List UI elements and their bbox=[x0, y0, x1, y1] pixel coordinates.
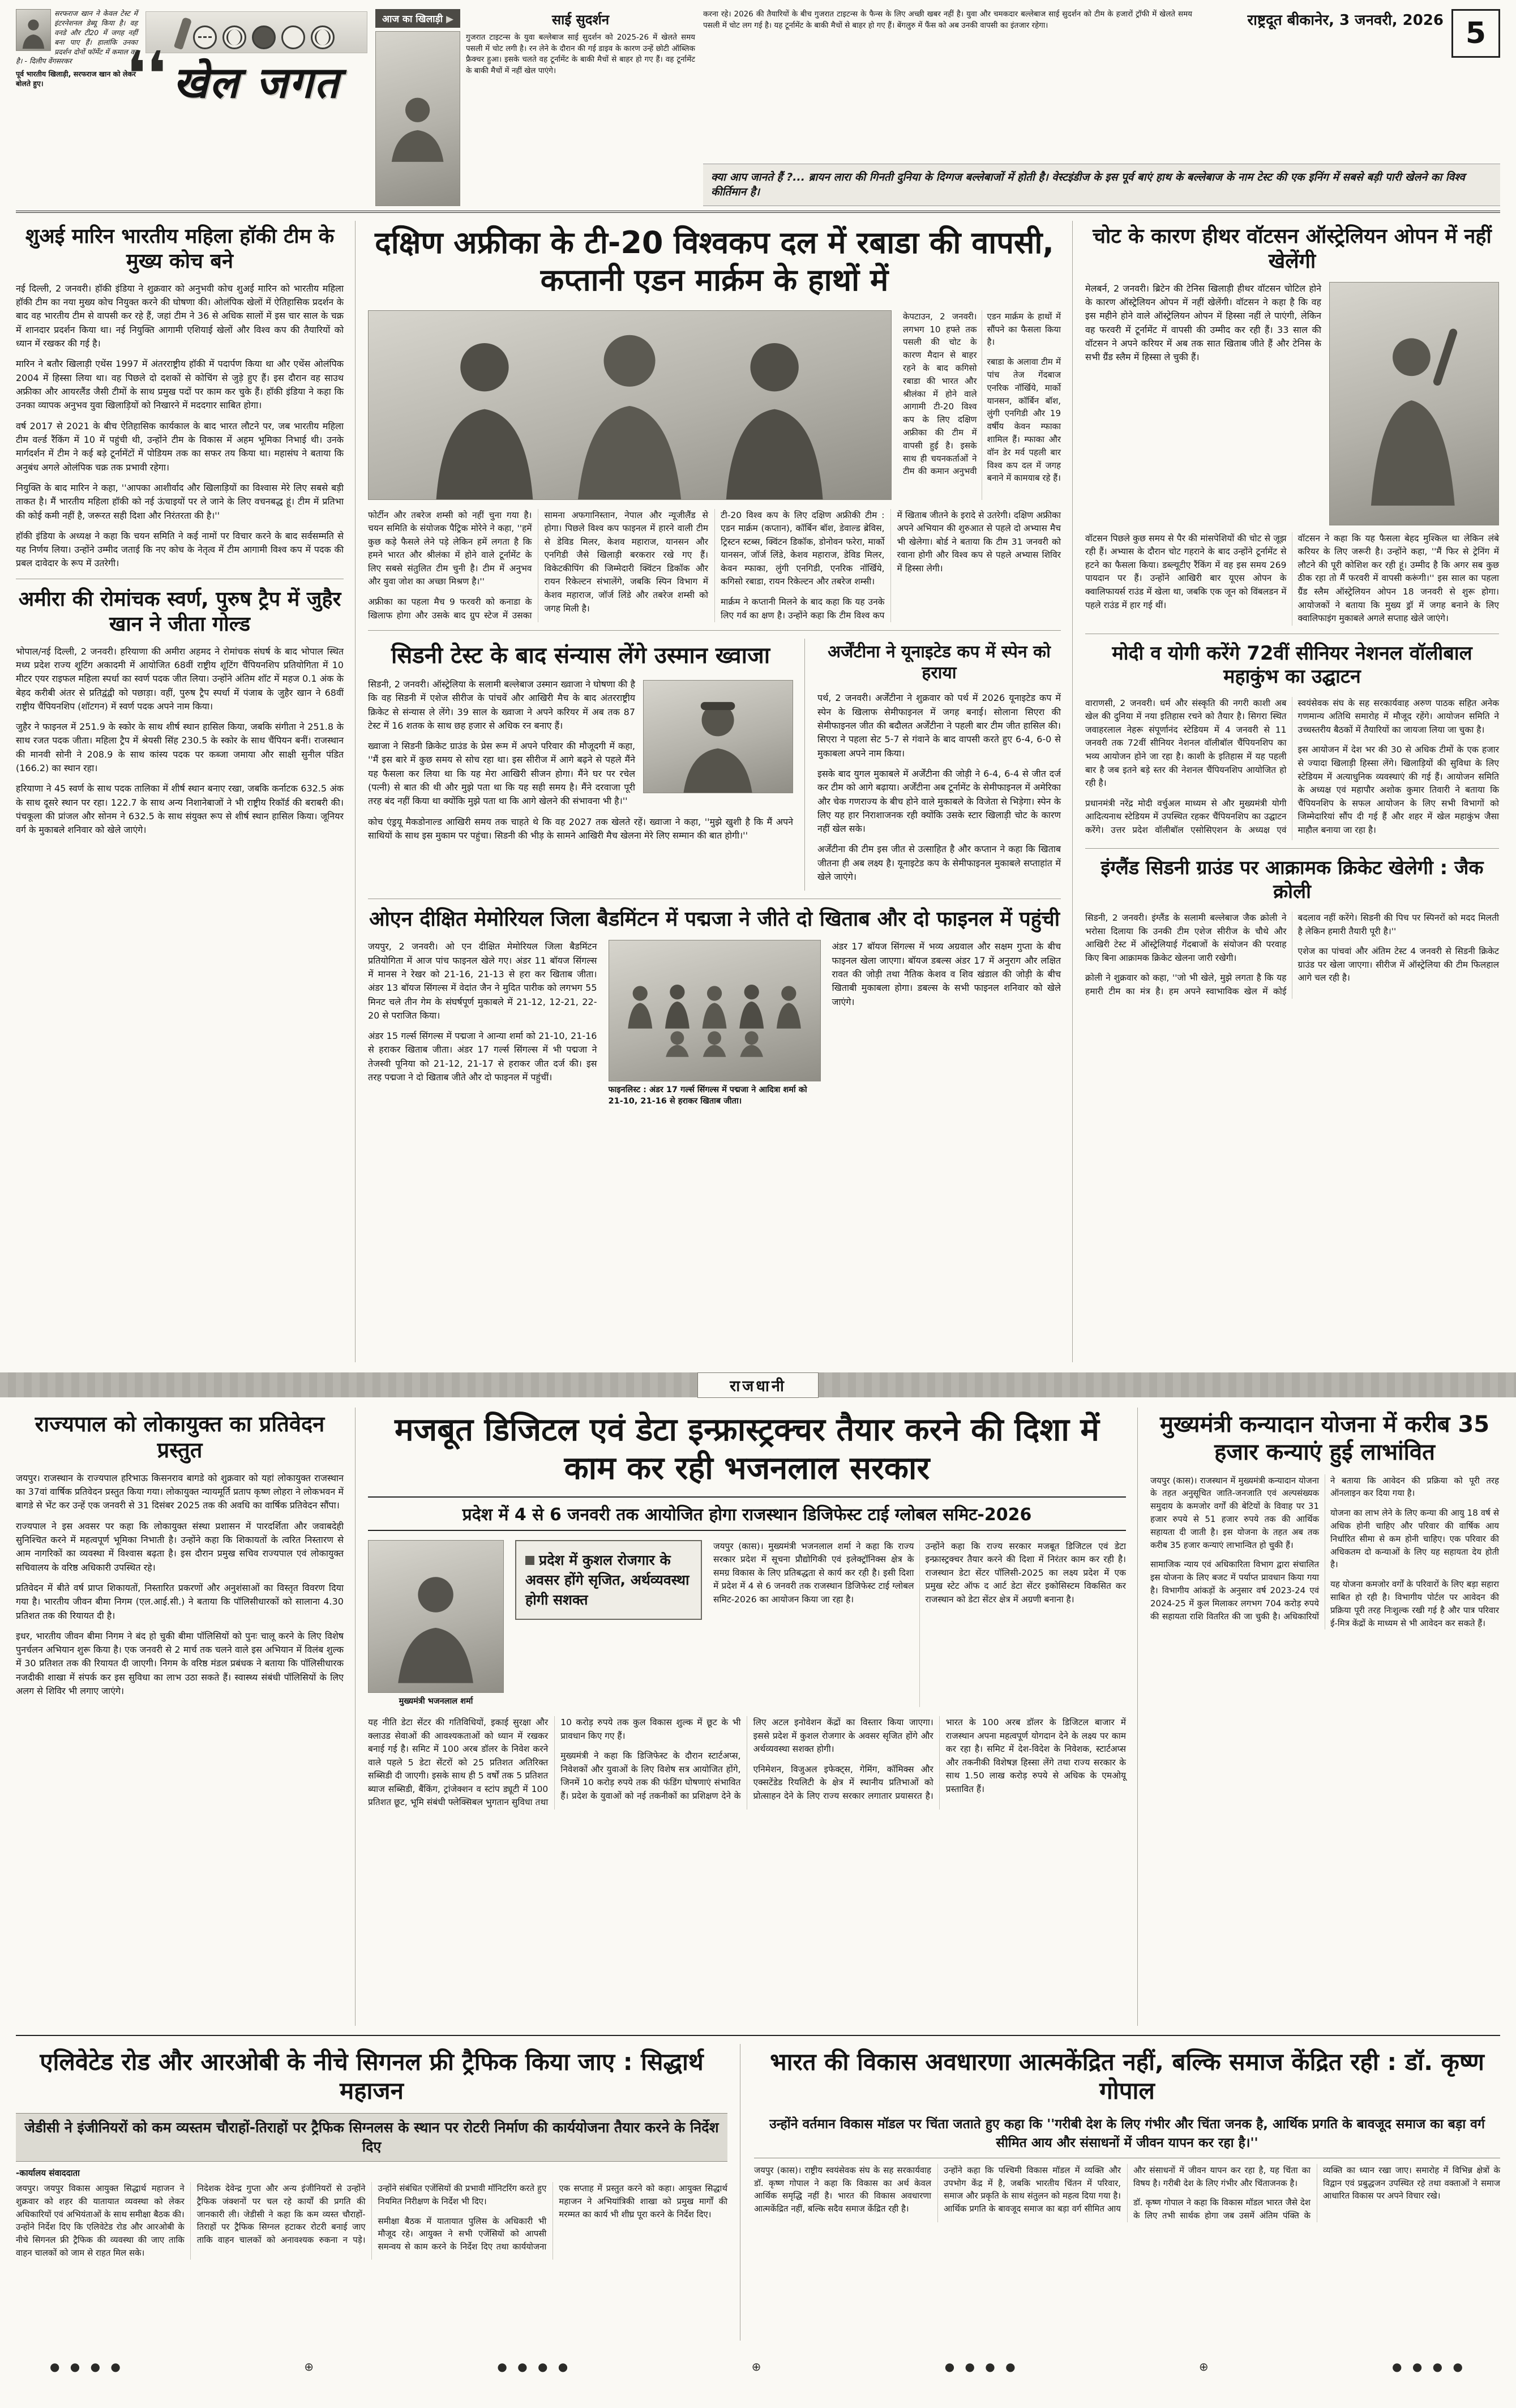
basketball-icon bbox=[222, 25, 246, 49]
paragraph: कोच एंड्रयू मैकडोनाल्ड आखिरी समय तक चाहते थे कि वह 2027 तक खेलते रहें। ख्वाजा ने कहा, ''मुझे खुशी है कि मैं अपने साथियों के साथ इस मुकाम पर पहुंचा। सिडनी की भीड़ के सामने आखिरी मैच खेलना मेरे लिए सम्मान की बात होगी।'' bbox=[368, 816, 793, 841]
paragraph: फोर्टीन और तबरेज शम्सी को नहीं चुना गया है। चयन समिति के संयोजक पैट्रिक मोरेने ने कहा, ''हमें कुछ कड़े फैसले लेने पड़े लेकिन हमें लगता है कि हमने भारत और श्रीलंका में होने वाले टूर्नामेंट के लिए सबसे संतुलित टीम चुनी है। टीम में अनुभव और युवा जोश का अच्छा मिश्रण है।'' bbox=[368, 510, 532, 587]
paragraph: भोपाल/नई दिल्ली, 2 जनवरी। हरियाणा की अमीरा अहमद ने रोमांचक संघर्ष के बाद भोपाल स्थित मध्य प्रदेश राज्य शूटिंग अकादमी में आयोजित 68वीं राष्ट्रीय शूटिंग चैंपियनशिप प्रतियोगिता में 10 मीटर एयर राइफल महिला स्पर्धा का स्वर्ण पदक जीत लिया। उन्होंने अंतिम शॉट में महज 0.1 अंक के बेहद करीबी अंतर से प्रतिद्वंद्वी को पछाड़ा। वहीं, पुरुष ट्रैप स्पर्धा में पंजाब के जुहैर खान ने 68वीं राष्ट्रीय चैंपियनशिप (शॉटगन) में स्वर्ण पदक अपने नाम किया। bbox=[16, 645, 344, 712]
rajdhani-left-column bbox=[16, 1408, 356, 2026]
volleyball-headline: मोदी व योगी करेंगे 72वीं सीनियर नेशनल वॉलीबाल महाकुंभ का उद्घाटन bbox=[1112, 641, 1472, 688]
rabada-team-photo bbox=[368, 310, 892, 500]
sports-icons bbox=[145, 11, 367, 53]
article-khawaja bbox=[368, 639, 805, 891]
article-crawley bbox=[1085, 857, 1499, 998]
header-right bbox=[703, 9, 1500, 206]
cricket-ball-icon bbox=[193, 25, 217, 49]
print-registration-marks bbox=[16, 2341, 1500, 2378]
vikas-subhead: उन्होंने वर्तमान विकास मॉडल पर चिंता जताते हुए कहा कि ''गरीबी देश के लिए गंभीर और चिंता जनक है, आर्थिक प्रगति के बावजूद समाज का बड़ा वर्ग सीमित आय और संसाधनों में जीवन यापन कर रहा है।'' bbox=[754, 2113, 1500, 2158]
shooting-headline: अमीरा की रोमांचक स्वर्ण, पुरुष ट्रैप में जुहैर खान ने जीता गोल्ड bbox=[18, 587, 341, 636]
paragraph: सिडनी, 2 जनवरी। इंग्लैंड के सलामी बल्लेबाज जैक क्रोली ने भरोसा दिलाया कि उनकी टीम एशेज सीरीज के चौथे और आखिरी टेस्ट में ऑस्ट्रेलियाई गेंदबाजों के संयोजन की परवाह किए बिना आक्रामक क्रिकेट खेलना जारी रखेगी। bbox=[1085, 913, 1287, 963]
vikas-headline: भारत की विकास अवधारणा आत्मकेंद्रित नहीं, बल्कि समाज केंद्रित रही : डॉ. कृष्ण गोपाल bbox=[770, 2048, 1484, 2105]
rajdhani-center-column bbox=[368, 1408, 1138, 2026]
lokayukt-headline: राज्यपाल को लोकायुक्त का प्रतिवेदन प्रस्तुत bbox=[35, 1412, 325, 1463]
edition-date: राष्ट्रदूत बीकानेर, 3 जनवरी, 2026 bbox=[1247, 12, 1444, 29]
paragraph: इधर, भारतीय जीवन बीमा निगम ने बंद हो चुकी बीमा पॉलिसियों को पुनः चालू करने के लिए विशेष पुनर्चलन अभियान शुरू किया है। एक जनवरी से 2 मार्च तक चलने वाले इस अभियान में विलंब शुल्क में 30 प्रतिशत तक की रियायत दी जाएगी। निगम के वरिष्ठ मंडल प्रबंधक ने बताया कि पॉलिसीधारक नजदीकी शाखा में संपर्क कर इस सुविधा का लाभ उठा सकते हैं। स्वास्थ्य संबंधी पॉलिसियों के लिए अलग से शिविर भी लगाए जाएंगे। bbox=[16, 1630, 344, 1697]
watson-headline: चोट के कारण हीथर वॉटसन ऑस्ट्रेलियन ओपन में नहीं खेलेंगी bbox=[1093, 225, 1492, 273]
paragraph: यह नीति डेटा सेंटर की गतिविधियों, इकाई सुरक्षा और क्लाउड सेवाओं की आवश्यकताओं को ध्यान में रखकर बनाई गई है। समिट में 100 अरब डॉलर के निवेश करने वाले पहले 5 डेटा सेंटरों को 25 प्रतिशत अतिरिक्त सब्सिडी दी जाएगी। इसके साथ ही 5 वर्षों तक 5 प्रतिशत ब्याज सब्सिडी, बैंकिंग, ट्रांजेक्शन व स्टांप ड्यूटी में 100 प्रतिशत छूट, भूमि संबंधी फ्लेक्सिबल भुगतान सुविधा तथा 10 करोड़ रुपये तक कुल विकास शुल्क में छूट के भी प्रावधान किए गए हैं। bbox=[368, 1717, 741, 1808]
paragraph: उन्होंने कहा कि पश्चिमी विकास मॉडल में व्यक्ति और उपभोग केंद्र में है, जबकि भारतीय चिंतन में परिवार, समाज और प्रकृति के साथ संतुलन को महत्व दिया गया है। आर्थिक प्रगति के बावजूद समाज का बड़ा वर्ग सीमित आय और संसाधनों में जीवन यापन कर रहा है, यह चिंता का विषय है। गरीबी देश के लिए गंभीर और चिंताजनक है। bbox=[944, 2165, 1311, 2214]
volleyball-body bbox=[1085, 697, 1499, 840]
digital-lead bbox=[713, 1540, 1126, 1708]
paragraph: अर्जेंटीना की टीम इस जीत से उत्साहित है और कप्तान ने कहा कि खिताब जीतना ही अब लक्ष्य है। यूनाइटेड कप के सेमीफाइनल मुकाबले सप्ताहांत में खेले जाएंगे। bbox=[817, 844, 1061, 883]
argentina-headline: अर्जेंटीना ने यूनाइटेड कप में स्पेन को हराया bbox=[828, 642, 1051, 683]
watson-body bbox=[1085, 532, 1499, 626]
paragraph: जयपुर, 2 जनवरी। ओ एन दीक्षित मेमोरियल जिला बैडमिंटन प्रतियोगिता में आज पांच फाइनल खेले गए। अंडर 11 बॉयज सिंगल्स में मानस ने रेखर को 21-16, 21-13 से हरा कर खिताब जीता। अंडर 13 बॉयज सिंगल्स में वेदांत जैन ने मुदित पारीक को लगभग 55 मिनट चले तीन गेम के संघर्षपूर्ण मुकाबले में 21-12, 12-21, 22-20 से पराजित किया। bbox=[368, 941, 597, 1021]
sarfaraz-photo bbox=[16, 9, 51, 51]
crawley-headline: इंग्लैंड सिडनी ग्राउंड पर आक्रामक क्रिकेट खेलेगी : जैक क्रोली bbox=[1100, 857, 1484, 903]
paragraph: निदेशक देवेन्द्र गुप्ता और अन्य इंजीनियरों से उन्होंने ट्रैफिक जंक्शनों पर चल रहे कार्यों की प्रगति की जानकारी ली। जेडीसी ने कहा कि कम व्यस्त चौराहों-तिराहों पर ट्रैफिक सिग्नल हटाकर रोटरी बनाई जाए ताकि वाहन चालकों को अनावश्यक रुकना न पड़े। उन्होंने संबंधित एजेंसियों की प्रभावी मॉनिटरिंग करते हुए नियमित निरीक्षण के निर्देश भी दिए। bbox=[196, 2183, 547, 2246]
badminton-headline: ओएन दीक्षित मेमोरियल जिला बैडमिंटन में पद्मजा ने जीते दो खिताब और दो फाइनल में पहुंची bbox=[369, 908, 1060, 931]
paragraph: जयपुर। जयपुर विकास आयुक्त सिद्धार्थ महाजन ने शुक्रवार को शहर की यातायात व्यवस्था को लेकर अधिकारियों एवं अभियंताओं के साथ समीक्षा बैठक की। उन्होंने निर्देश दिए कि एलिवेटेड रोड और आरओबी के नीचे सिगनल फ्री ट्रैफिक की व्यवस्था की जाए ताकि वाहन चालकों को जाम से राहत मिल सके। bbox=[16, 2183, 185, 2258]
masthead bbox=[126, 9, 367, 206]
paragraph: वॉटसन ने कहा कि यह फैसला बेहद मुश्किल था लेकिन लंबे करियर के लिए जरूरी है। उन्होंने कहा, ''मैं फिर से ट्रेनिंग में लौटने की पूरी कोशिश कर रही हूं। उम्मीद है कि अगर सब कुछ ठीक रहा तो मैं फरवरी में वापसी करूंगी।'' इस साल का पहला ग्रैंड स्लैम ऑस्ट्रेलियन ओपन 18 जनवरी से शुरू होगा। आयोजकों ने बताया कि मुख्य ड्रॉ में जगह बनाने के लिए क्वालिफाइंग मुकाबले अगले सप्ताह खेले जाएंगे। bbox=[1297, 533, 1499, 624]
paragraph: यह योजना कमजोर वर्गों के परिवारों के लिए बड़ा सहारा साबित हो रही है। विभागीय पोर्टल पर आवेदन की प्रक्रिया पूरी तरह निःशुल्क रखी गई है और पात्र परिवार ई-मित्र केंद्रों के माध्यम से भी आवेदन कर सकते हैं। bbox=[1330, 1579, 1499, 1628]
traffic-body bbox=[16, 2182, 727, 2260]
digital-pullquote bbox=[515, 1540, 702, 1620]
rajdhani-right-column bbox=[1150, 1408, 1500, 2026]
article-digital bbox=[368, 1411, 1126, 1810]
paragraph: ख्वाजा ने सिडनी क्रिकेट ग्राउंड के प्रेस रूम में अपने परिवार की मौजूदगी में कहा, ''मैं इस बारे में कुछ समय से सोच रहा था। इस सीरीज में आगे बढ़ने से पहले मैंने यह फैसला कर लिया था कि यह मेरा आखिरी सीजन होगा। मैंने घर पर रचेल (पत्नी) से बात की थी और मुझे पता था कि यह सही समय है। मैंने दरवाजा पूरी तरह बंद नहीं किया था क्योंकि मुझे पता था कि आगे खेलने की संभावना भी है।'' bbox=[368, 741, 635, 807]
paragraph: मुख्यमंत्री ने कहा कि डिजिफेस्ट के दौरान स्टार्टअप्स, निवेशकों और युवाओं के लिए विशेष सत्र आयोजित होंगे, जिनमें 10 करोड़ रुपये तक की फंडिंग घोषणाएं संभावित हैं। प्रदेश के युवाओं को नई तकनीकों का प्रशिक्षण देने के लिए अटल इनोवेशन केंद्रों का विस्तार किया जाएगा। इससे प्रदेश में कुशल रोजगार के अवसर सृजित होंगे और अर्थव्यवस्था सशक्त होगी। bbox=[560, 1717, 933, 1801]
shooting-body bbox=[16, 645, 344, 837]
paragraph: डॉ. कृष्ण गोपाल ने कहा कि विकास मॉडल भारत जैसे देश के लिए तभी सार्थक होगा जब उसमें अंतिम पंक्ति के व्यक्ति का ध्यान रखा जाए। समारोह में विभिन्न क्षेत्रों के विद्वान एवं प्रबुद्धजन उपस्थित रहे तथा वक्ताओं ने समाज आधारित विकास पर अपने विचार रखे। bbox=[1133, 2165, 1500, 2221]
rajdhani-section-label: राजधानी bbox=[697, 1372, 819, 1398]
did-you-know: क्या आप जानते हैं ?... ब्रायन लारा की गिनती दुनिया के दिग्गज बल्लेबाजों में होती है। वेस्टइंडीज के इस पूर्व बाएं हाथ के बल्लेबाज के नाम टेस्ट की एक इनिंग में सबसे बड़ी पारी खेलने का विश्व कीर्तिमान है। bbox=[703, 164, 1500, 206]
article-vikas bbox=[754, 2044, 1500, 2341]
paragraph: अंडर 15 गर्ल्स सिंगल्स में पद्मजा ने आन्या शर्मा को 21-10, 21-16 से हराकर खिताब जीता। अंडर 17 गर्ल्स सिंगल्स में भी पद्मजा ने तेजस्वी पूनिया को 21-12, 21-17 से हराकर जीत दर्ज की। इस तरह पद्मजा ने दो खिताब जीते और दो फाइनल में पहुंचीं। bbox=[368, 1030, 597, 1083]
sudarshan-photo bbox=[375, 31, 460, 206]
badminton-body-right bbox=[832, 940, 1061, 1107]
kanyadan-body bbox=[1150, 1474, 1499, 1630]
soccer-ball-icon bbox=[252, 25, 276, 49]
volleyball-icon bbox=[311, 25, 335, 49]
digital-headline: मजबूत डिजिटल एवं डेटा इन्फ्रास्ट्रक्चर तैयार करने की दिशा में काम कर रही भजनलाल सरकार bbox=[395, 1412, 1099, 1487]
article-badminton bbox=[368, 907, 1061, 1107]
article-argentina bbox=[817, 639, 1061, 891]
cm-photo-block bbox=[368, 1540, 504, 1708]
badminton-photo-block bbox=[609, 940, 821, 1107]
paragraph: नियुक्ति के बाद मारिन ने कहा, ''आपका आशीर्वाद और खिलाड़ियों का विश्वास मेरे लिए सबसे बड़ी ताकत है। मैं भारतीय महिला हॉकी को नई ऊंचाइयों पर ले जाने के लिए वचनबद्ध हूं। टीम में प्रतिभा की कोई कमी नहीं है, जरूरत सही दिशा और निरंतरता की है।'' bbox=[16, 482, 344, 521]
player-of-day-label-text: आज का खिलाड़ी bbox=[382, 14, 443, 25]
paragraph: जुहैर ने फाइनल में 251.9 के स्कोर के साथ शीर्ष स्थान हासिल किया, जबकि संगीता ने 251.8 के साथ रजत पदक जीता। महिला ट्रैप में श्रेयसी सिंह 230.5 के स्कोर के साथ चैंपियन बनीं। राजस्थान की मानवी सोनी ने 208.9 के साथ कांस्य पदक पर कब्जा जमाया और साक्षी सुनील पंडित (166.2) का स्थान रहा। bbox=[16, 721, 344, 774]
sarfaraz-note bbox=[16, 9, 138, 206]
paragraph: वॉटसन पिछले कुछ समय से पैर की मांसपेशियों की चोट से जूझ रही हैं। अभ्यास के दौरान चोट गहराने के बाद उन्होंने टूर्नामेंट से हटने का फैसला किया। डब्ल्यूटीए रैंकिंग में वह इस समय 269 पायदान पर हैं। उन्होंने आखिरी बार यूएस ओपन के क्वालिफायर्स राउंड में खेला था, जबकि एक जून को विंबलडन में पहले राउंड में हार गई थीं। bbox=[1085, 533, 1287, 610]
decorative-quote-mark: ❛❛ bbox=[126, 38, 166, 110]
arrow-right-icon: ▶ bbox=[446, 14, 454, 25]
rajdhani-section-bar bbox=[0, 1372, 1516, 1397]
divider bbox=[368, 630, 1061, 631]
paragraph: अफ्रीका का पहला मैच 9 फरवरी को कनाडा के खिलाफ होगा और उसके बाद ग्रुप स्टेज में उसका सामना अफगानिस्तान, नेपाल और न्यूजीलैंड से होगा। पिछले विश्व कप फाइनल में हारने वाली टीम से डेविड मिलर, केशव महाराज, यानसन और एनगिडी जैसे खिलाड़ी बरकरार रखे गए हैं। विकेटकीपिंग की जिम्मेदारी क्विंटन डिकॉक और रायन रिकेल्टन संभालेंगे, जबकि स्पिन विभाग में केशव महाराज, जॉर्ज लिंडे और तबरेज शम्सी को जगह मिली है। bbox=[368, 510, 708, 621]
player-of-day bbox=[375, 9, 695, 206]
watson-photo bbox=[1329, 282, 1499, 525]
paragraph: इस आयोजन में देश भर की 30 से अधिक टीमों के एक हजार से ज्यादा खिलाड़ी हिस्सा लेंगे। खिलाड़ियों की सुविधा के लिए स्टेडियम में अत्याधुनिक व्यवस्थाएं की गई हैं। आयोजन समिति के अध्यक्ष एवं महापौर अशोक कुमार तिवारी ने बताया कि चैंपियनशिप के सफल आयोजन के लिए सभी विभागों को जिम्मेदारियां सौंप दी गई हैं और शहर में खेल महाकुंभ जैसा माहौल बनाया जा रहा है। bbox=[1297, 745, 1499, 835]
tennis-ball-icon bbox=[281, 25, 305, 49]
paragraph: वर्ष 2017 से 2021 के बीच ऐतिहासिक कार्यकाल के बाद भारत लौटने पर, जब भारतीय महिला टीम वर्ल्ड रैंकिंग में 10 में पहुंची थी, उन्होंने टीम के विकास में अहम भूमिका निभाई थी। उनके मार्गदर्शन में टीम ने कई बड़े टूर्नामेंटों में पोडियम तक का सफर तय किया था। महासंघ ने बताया कि अनुबंध अगले ओलंपिक चक्र तक प्रभावी रहेगा। bbox=[16, 420, 344, 473]
paragraph: पर्थ, 2 जनवरी। अर्जेंटीना ने शुक्रवार को पर्थ में 2026 यूनाइटेड कप में स्पेन के खिलाफ सेमीफाइनल में जगह बनाई। सोलाना सिएरा की सेमीफाइनल जीत की बदौलत अर्जेंटीना ने पहली बार टीम जीत हासिल की। सिएरा ने पहला सेट 5-7 से गंवाने के बाद वापसी करते हुए 6-4, 6-0 से मुकाबला अपने नाम किया। bbox=[817, 692, 1061, 759]
paragraph: क्रोली ने शुक्रवार को कहा, ''जो भी खेले, मुझे लगता है कि यह हमारी टीम का मंत्र है। हम अपने स्वाभाविक खेल में कोई बदलाव नहीं करेंगे। सिडनी की पिच पर स्पिनरों को मदद मिलती है लेकिन हमारी तैयारी पूरी है।'' bbox=[1085, 913, 1499, 996]
sports-left-column bbox=[16, 221, 356, 1362]
watson-lead: मेलबर्न, 2 जनवरी। ब्रिटेन की टेनिस खिलाड़ी हीथर वॉटसन चोटिल होने के कारण ऑस्ट्रेलियन ओपन में नहीं खेलेंगी। वॉटसन ने कहा है कि वह इस महीने होने वाले ऑस्ट्रेलियन ओपन में हिस्सा नहीं ले पाएंगी, लेकिन वह फरवरी में टूर्नामेंट में वापसी की उम्मीद कर रही हैं। 33 साल की वॉटसन ने अपने करियर में अब तक सात खिताब जीते हैं और टेनिस के सभी ग्रैंड स्लैम में हिस्सा ले चुकी हैं। bbox=[1085, 283, 1321, 363]
dot-marks: ● ● ● ● bbox=[1392, 2360, 1466, 2373]
article-volleyball bbox=[1085, 642, 1499, 840]
badminton-group-photo bbox=[609, 940, 821, 1081]
paragraph: जयपुर (कास)। राजस्थान में मुख्यमंत्री कन्यादान योजना के तहत अनुसूचित जाति-जनजाति एवं अल्पसंख्यक समुदाय के कमजोर वर्गों की बेटियों के विवाह पर 31 हजार रुपये से 51 हजार रुपये तक की आर्थिक सहायता दी जाती है। इस योजना के तहत अब तक करीब 35 हजार कन्याएं लाभान्वित हो चुकी हैं। bbox=[1150, 1475, 1319, 1550]
hockey-coach-headline: शुअई मारिन भारतीय महिला हॉकी टीम के मुख्य कोच बने bbox=[25, 225, 335, 273]
article-rabada bbox=[368, 224, 1061, 622]
article-traffic bbox=[16, 2044, 740, 2341]
sports-section bbox=[16, 213, 1500, 1362]
paragraph: वाराणसी, 2 जनवरी। धर्म और संस्कृति की नगरी काशी अब खेल की दुनिया में नया इतिहास रचने को तैयार है। सिगरा स्थित जवाहरलाल नेहरू संपूर्णानंद स्टेडियम में 4 जनवरी से 11 जनवरी तक 72वीं सीनियर नेशनल वॉलीबॉल चैंपियनशिप का भव्य आयोजन होने जा रहा है। काशी के इतिहास में यह पहली बार है जब इतने बड़े स्तर की नेशनल चैंपियनशिप आयोजित हो रही है। bbox=[1085, 698, 1287, 789]
paragraph: केपटाउन, 2 जनवरी। लगभग 10 हफ्ते तक पसली की चोट के कारण मैदान से बाहर रहने के बाद कगिसो रबाडा की भारत और श्रीलंका में होने वाले आगामी टी-20 विश्व कप के लिए दक्षिण अफ्रीका की टीम में वापसी हुई है। इसके साथ ही चयनकर्ताओं ने टीम की कमान अनुभवी एडन मार्क्रम के हाथों में सौंपने का फैसला किया है। bbox=[903, 311, 1061, 477]
vikas-body bbox=[754, 2164, 1500, 2222]
masthead-title: खेल जगत bbox=[173, 57, 340, 108]
crosshair-icon: ⊕ bbox=[751, 2360, 765, 2373]
lokayukt-body bbox=[16, 1472, 344, 1699]
argentina-body bbox=[817, 691, 1061, 884]
khawaja-body bbox=[368, 678, 793, 842]
paragraph: जयपुर (कास)। मुख्यमंत्री भजनलाल शर्मा ने कहा कि राज्य सरकार प्रदेश में सूचना प्रौद्योगिकी एवं इलेक्ट्रॉनिक्स क्षेत्र के समग्र विकास के लिए प्रतिबद्धता से कार्य कर रही है। इसी दिशा में प्रदेश में 4 से 6 जनवरी तक राजस्थान डिजिफेस्ट टाई ग्लोबल समिट-2026 का आयोजन किया जा रहा है। bbox=[713, 1541, 914, 1605]
rajdhani-section bbox=[16, 1397, 1500, 2026]
sarfaraz-quote: सरफराज खान ने केवल टेस्ट में इंटरनेशनल डेब्यू किया है। वह वनडे और टी20 में जगह नहीं बना पाए हैं। हालांकि उनका प्रदर्शन दोनों फॉर्मेट में कमाल का है। - दिलीप वेंगसरकर bbox=[16, 9, 138, 66]
traffic-byline: -कार्यालय संवाददाता bbox=[16, 2167, 80, 2178]
paragraph: मार्क्रम ने कप्तानी मिलने के बाद कहा कि यह उनके लिए गर्व का क्षण है। उन्होंने कहा कि टीम विश्व कप में खिताब जीतने के इरादे से उतरेगी। दक्षिण अफ्रीका अपने अभियान की शुरुआत से पहले दो अभ्यास मैच भी खेलेगा। बोर्ड ने बताया कि टीम 31 जनवरी को रवाना होगी और विश्व कप से पहले अभ्यास शिविर में हिस्सा लेगी। bbox=[721, 510, 1061, 621]
rabada-intro bbox=[903, 310, 1061, 500]
sarfaraz-caption: पूर्व भारतीय खिलाड़ी, सरफराज खान को लेकर बोलते हुए। bbox=[16, 70, 136, 88]
rabada-headline: दक्षिण अफ्रीका के टी-20 विश्वकप दल में रबाडा की वापसी, कप्तानी एडन मार्क्रम के हाथों में bbox=[375, 225, 1054, 298]
cm-photo bbox=[368, 1540, 504, 1693]
badminton-body-left bbox=[368, 940, 597, 1107]
paragraph: इसके बाद युगल मुकाबले में अर्जेंटीना की जोड़ी ने 6-4, 6-4 से जीत दर्ज कर टीम को आगे बढ़ाया। अर्जेंटीना अब टूर्नामेंट के सेमीफाइनल में अमेरिका और चेक गणराज्य के बीच होने वाले मुकाबले के विजेता से भिड़ेगा। स्पेन के लिए यह हार निराशाजनक रही क्योंकि उसके स्टार खिलाड़ी चोट के कारण नहीं खेल सके। bbox=[817, 768, 1061, 835]
crosshair-icon: ⊕ bbox=[304, 2360, 317, 2373]
paragraph: सिडनी, 2 जनवरी। ऑस्ट्रेलिया के सलामी बल्लेबाज उस्मान ख्वाजा ने घोषणा की है कि वह सिडनी में एशेज सीरीज के पांचवें और आखिरी मैच के बाद अंतरराष्ट्रीय क्रिकेट से संन्यास ले लेंगे। 39 साल के ख्वाजा ने अपने करियर में अब तक 87 टेस्ट में 16 शतक के साथ छह हजार से अधिक रन बनाए हैं। bbox=[368, 678, 635, 731]
article-shooting bbox=[16, 587, 344, 837]
bottom-section bbox=[16, 2035, 1500, 2341]
page-header bbox=[16, 9, 1500, 213]
paragraph: टी-20 विश्व कप के लिए दक्षिण अफ्रीकी टीम : एडन मार्क्रम (कप्तान), कॉर्बिन बॉश, डेवाल्ड ब्रेविस, ट्रिस्टन स्टब्स, क्विंटन डिकॉक, डोनोवन फरेरा, मार्को यानसन, जॉर्ज लिंडे, केशव महाराज, डेविड मिलर, केवन म्फाका, लुंगी एनगिडी, एनरिक नॉर्खिये, कगिसो रबाडा, रायन रिकेल्टन और तबरेज शम्सी। bbox=[721, 510, 885, 587]
kanyadan-headline: मुख्यमंत्री कन्यादान योजना में करीब 35 हजार कन्याएं हुई लाभांवित bbox=[1159, 1412, 1490, 1465]
traffic-subhead: जेडीसी ने इंजीनियरों को कम व्यस्तम चौराहों-तिराहों पर ट्रैफिक सिग्नलस के स्थान पर रोटरी निर्माण की कार्ययोजना तैयार करने के निर्देश दिए bbox=[16, 2113, 727, 2162]
crawley-body bbox=[1085, 912, 1499, 998]
paragraph: प्रधानमंत्री नरेंद्र मोदी वर्चुअल माध्यम से और मुख्यमंत्री योगी आदित्यनाथ स्टेडियम में उपस्थित रहकर चैंपियनशिप का उद्घाटन करेंगे। उत्तर प्रदेश वॉलीबॉल एसोसिएशन के अध्यक्ष एवं स्वयंसेवक संघ के सह सरकार्यवाह अरुण पाठक सहित अनेक गणमान्य अतिथि समारोह में मौजूद रहेंगे। आयोजन समिति ने उच्चस्तरीय बैठकों में तैयारियों का जायजा लिया जा चुका है। bbox=[1085, 698, 1499, 835]
paragraph: अंडर 17 बॉयज सिंगल्स में भव्य अग्रवाल और सक्षम गुप्ता के बीच फाइनल खेला जाएगा। बॉयज डबल्स अंडर 17 में अनुराग और लक्षित रावत की जोड़ी तथा नैतिक केशव व शिव खंडाल की जोड़ी के बीच खिताबी मुकाबला होगा। डबल्स के सभी फाइनल शनिवार को खेले जाएंगे। bbox=[832, 941, 1061, 1007]
paragraph: रबाडा के अलावा टीम में पांच तेज गेंदबाज एनरिक नॉर्खिये, मार्को यानसन, कॉर्बिन बॉश, लुंगी एनगिडी और 19 वर्षीय केवन म्फाका शामिल हैं। म्फाका और वॉन डेर मर्व पहली बार विश्व कप दल में जगह बनाने में कामयाब रहे हैं। bbox=[987, 357, 1061, 484]
khawaja-headline: सिडनी टेस्ट के बाद संन्यास लेंगे उस्मान ख्वाजा bbox=[391, 643, 770, 669]
paragraph: योजना का लाभ लेने के लिए कन्या की आयु 18 वर्ष से अधिक होनी चाहिए और परिवार की वार्षिक आय निर्धारित सीमा से कम होनी चाहिए। एक परिवार की अधिकतम दो कन्याओं के लिए यह सहायता देय होती है। bbox=[1330, 1508, 1499, 1570]
player-name: साई सुदर्शन bbox=[551, 12, 610, 28]
paragraph: हॉकी इंडिया के अध्यक्ष ने कहा कि चयन समिति ने कई नामों पर विचार करने के बाद सर्वसम्मति से यह निर्णय लिया। उन्होंने उम्मीद जताई कि नए कोच के नेतृत्व में टीम आगामी विश्व कप में पदक की प्रबल दावेदार के रूप में उतरेगी। bbox=[16, 530, 344, 569]
sports-center-column bbox=[368, 221, 1073, 1362]
article-kanyadan bbox=[1150, 1411, 1499, 1629]
paragraph: एशेज का पांचवां और अंतिम टेस्ट 4 जनवरी से सिडनी क्रिकेट ग्राउंड पर खेला जाएगा। सीरीज में ऑस्ट्रेलिया की टीम फिलहाल आगे चल रही है। bbox=[1297, 946, 1499, 983]
digital-body bbox=[368, 1716, 1126, 1810]
square-bullet-icon bbox=[525, 1556, 534, 1565]
badminton-caption: फाइनलिस्ट : अंडर 17 गर्ल्स सिंगल्स में पद्मजा ने आदित्रा शर्मा को 21-10, 21-16 से हराकर खिताब जीता। bbox=[608, 1085, 807, 1106]
crosshair-icon: ⊕ bbox=[1198, 2360, 1212, 2373]
cricket-bat-icon bbox=[174, 17, 192, 50]
khawaja-photo bbox=[643, 680, 793, 793]
paragraph: प्रतिवेदन में बीते वर्ष प्राप्त शिकायतों, निस्तारित प्रकरणों और अनुशंसाओं का विस्तृत विवरण दिया गया है। भारतीय जीवन बीमा निगम (एल.आई.सी.) ने बताया कि पॉलिसीधारकों को सालाना 4.30 प्रतिशत तक की रियायत दी है। bbox=[16, 1582, 344, 1621]
dot-marks: ● ● ● ● bbox=[944, 2360, 1019, 2373]
sports-right-column bbox=[1085, 221, 1500, 1362]
dot-marks: ● ● ● ● bbox=[497, 2360, 572, 2373]
paragraph: एनिमेशन, विजुअल इफेक्ट्स, गेमिंग, कॉमिक्स और एक्सटेंडेड रियलिटी के क्षेत्र में स्थानीय प्रतिभाओं को प्रोत्साहन देने के लिए राज्य सरकार लगातार प्रयासरत है। भारत के 100 अरब डॉलर के डिजिटल बाजार में राजस्थान अपना महत्वपूर्ण योगदान देने के लक्ष्य पर काम कर रहा है। समिट में देश-विदेश के निवेशक, स्टार्टअप्स और तकनीकी विशेषज्ञ हिस्सा लेंगे तथा राज्य सरकार के साथ 1.50 लाख करोड़ रुपये से अधिक के एमओयू प्रस्तावित हैं। bbox=[753, 1717, 1126, 1801]
player-of-day-label bbox=[375, 9, 460, 28]
paragraph: नई दिल्ली, 2 जनवरी। हॉकी इंडिया ने शुक्रवार को अनुभवी कोच शुअई मारिन को भारतीय महिला हॉकी टीम का नया मुख्य कोच नियुक्त करने की घोषणा की। ओलंपिक खेलों में ऐतिहासिक प्रदर्शन के बाद वह भारतीय टीम से वापसी कर रहे हैं, जहां टीम ने 36 से अधिक सालों में इस चार साल के चक्र में शानदार प्रदर्शन किया था। नई नियुक्ति आगामी एशियाई खेलों और विश्व कप की तैयारियों को ध्यान में रखकर की गई है। bbox=[16, 283, 344, 349]
paragraph: जयपुर। राजस्थान के राज्यपाल हरिभाऊ किसनराव बागडे को शुक्रवार को यहां लोकायुक्त राजस्थान का 37वां वार्षिक प्रतिवेदन प्रस्तुत किया गया। लोकायुक्त न्यायमूर्ति प्रताप कृष्ण लोहरा ने लोकभवन में बागडे से भेंट कर उन्हें एक जनवरी से 31 दिसंबर 2025 तक की अवधि का वार्षिक प्रतिवेदन सौंपा। bbox=[16, 1472, 344, 1511]
digital-subhead: प्रदेश में 4 से 6 जनवरी तक आयोजित होगा राजस्थान डिजिफेस्ट टाई ग्लोबल समिट-2026 bbox=[368, 1496, 1126, 1531]
paragraph: हरियाणा ने 45 स्वर्ण के साथ पदक तालिका में शीर्ष स्थान बनाए रखा, जबकि कर्नाटक 632.5 अंक के साथ दूसरे स्थान पर रहा। 122.7 के साथ अन्य निशानेबाजों ने भी राष्ट्रीय रिकॉर्ड की बराबरी की। पंचकूला की प्रांजल और सोनम ने 632.5 के साथ संयुक्त रूप से शीर्ष स्थान हासिल किया। जूनियर वर्ग के मुकाबले शनिवार को खेले जाएंगे। bbox=[16, 783, 344, 836]
dot-marks: ● ● ● ● bbox=[50, 2360, 124, 2373]
article-hockey-coach bbox=[16, 224, 344, 571]
divider bbox=[1085, 848, 1499, 849]
digital-pullquote-text: प्रदेश में कुशल रोजगार के अवसर होंगे सृजित, अर्थव्यवस्था होगी सशक्त bbox=[525, 1551, 690, 1608]
player-bio-left: गुजरात टाइटन्स के युवा बल्लेबाज साई सुदर्शन को 2025-26 में खेलते समय पसली में चोट लगी है। रन लेने के दौरान की गई डाइव के कारण उन्हें छोटी ऑब्लिक फ्रैक्चर हुआ। इसके चलते वह टूर्नामेंट के बाकी मैचों से बाहर हो गए हैं। वह टूर्नामेंट के बाकी मैचों में नहीं खेल पाएंगे। bbox=[466, 33, 695, 75]
traffic-headline: एलिवेटेड रोड और आरओबी के नीचे सिगनल फ्री ट्रैफिक किया जाए : सिद्धार्थ महाजन bbox=[40, 2048, 704, 2105]
page-number: 5 bbox=[1451, 9, 1500, 58]
paragraph: मारिन ने बतौर खिलाड़ी एथेंस 1997 में अंतरराष्ट्रीय हॉकी में पदार्पण किया था और एथेंस ओलंपिक 2004 में हिस्सा लिया था। वह पिछले दो दशकों से कोचिंग से जुड़े हुए हैं। इस दौरान वह साउथ अफ्रीका और आयरलैंड जैसी टीमों के साथ प्रमुख पदों पर काम कर चुके हैं। हॉकी इंडिया ने कहा कि उनका व्यापक अनुभव युवा खिलाड़ियों को निखारने में मददगार साबित होगा। bbox=[16, 358, 344, 411]
paragraph: उन्होंने कहा कि राज्य सरकार मजबूत डिजिटल एवं डेटा इन्फ्रास्ट्रक्चर तैयार करने की दिशा में निरंतर काम कर रही है। राजस्थान डेटा सेंटर पॉलिसी-2025 का लक्ष्य प्रदेश में एक प्रमुख स्टेट ऑफ द आर्ट डेटा सेंटर इकोसिस्टम विकसित कर राजस्थान को डेटा सेंटर क्षेत्र में अग्रणी बनाना है। bbox=[925, 1541, 1126, 1605]
cm-photo-caption: मुख्यमंत्री भजनलाल शर्मा bbox=[399, 1696, 473, 1706]
player-bio-right: करना रहे। 2026 की तैयारियों के बीच गुजरात टाइटन्स के फैन्स के लिए अच्छी खबर नहीं है। युवा और चमकदार बल्लेबाज साई सुदर्शन को टीम के हजारों ट्रॉफी में खेलते समय पसली में चोट लग गई है। यह टूर्नामेंट के बाकी मैचों से बाहर हो गए हैं। बेंगलुरु में फैंस को अब उनकी वापसी का इंतजार रहेगा। bbox=[703, 10, 1192, 30]
paragraph: राज्यपाल ने इस अवसर पर कहा कि लोकायुक्त संस्था प्रशासन में पारदर्शिता और जवाबदेही सुनिश्चित करने में महत्वपूर्ण भूमिका निभाती है। उन्होंने कहा कि शिकायतों के त्वरित निस्तारण से आम नागरिकों का व्यवस्था में विश्वास बढ़ता है। इस दौरान प्रमुख सचिव राज्यपाल एवं लोकायुक्त सचिवालय के वरिष्ठ अधिकारी उपस्थित रहे। bbox=[16, 1520, 344, 1573]
paragraph: जयपुर (कास)। राष्ट्रीय स्वयंसेवक संघ के सह सरकार्यवाह डॉ. कृष्ण गोपाल ने कहा कि विकास का अर्थ केवल आर्थिक समृद्धि नहीं है। भारत की विकास अवधारणा आत्मकेंद्रित नहीं, बल्कि सदैव समाज केंद्रित रही है। bbox=[754, 2165, 931, 2214]
paragraph: सामाजिक न्याय एवं अधिकारिता विभाग द्वारा संचालित इस योजना के लिए बजट में पर्याप्त प्रावधान किया गया है। विभागीय आंकड़ों के अनुसार वर्ष 2023-24 एवं 2024-25 में कुल मिलाकर लगभग 704 करोड़ रुपये की सहायता राशि वितरित की जा चुकी है। अधिकारियों ने बताया कि आवेदन की प्रक्रिया को पूरी तरह ऑनलाइन कर दिया गया है। bbox=[1150, 1475, 1499, 1622]
paragraph: समीक्षा बैठक में यातायात पुलिस के अधिकारी भी मौजूद रहे। आयुक्त ने सभी एजेंसियों को आपसी समन्वय से काम करने के निर्देश दिए तथा कार्ययोजना एक सप्ताह में प्रस्तुत करने को कहा। आयुक्त सिद्धार्थ महाजन ने अभियांत्रिकी शाखा को प्रमुख मार्गों की मरम्मत का कार्य भी शीघ्र पूरा करने के निर्देश दिए। bbox=[378, 2183, 727, 2252]
hockey-coach-body bbox=[16, 282, 344, 571]
article-lokayukt bbox=[16, 1411, 344, 1698]
article-watson bbox=[1085, 224, 1499, 626]
rabada-body bbox=[368, 509, 1061, 622]
